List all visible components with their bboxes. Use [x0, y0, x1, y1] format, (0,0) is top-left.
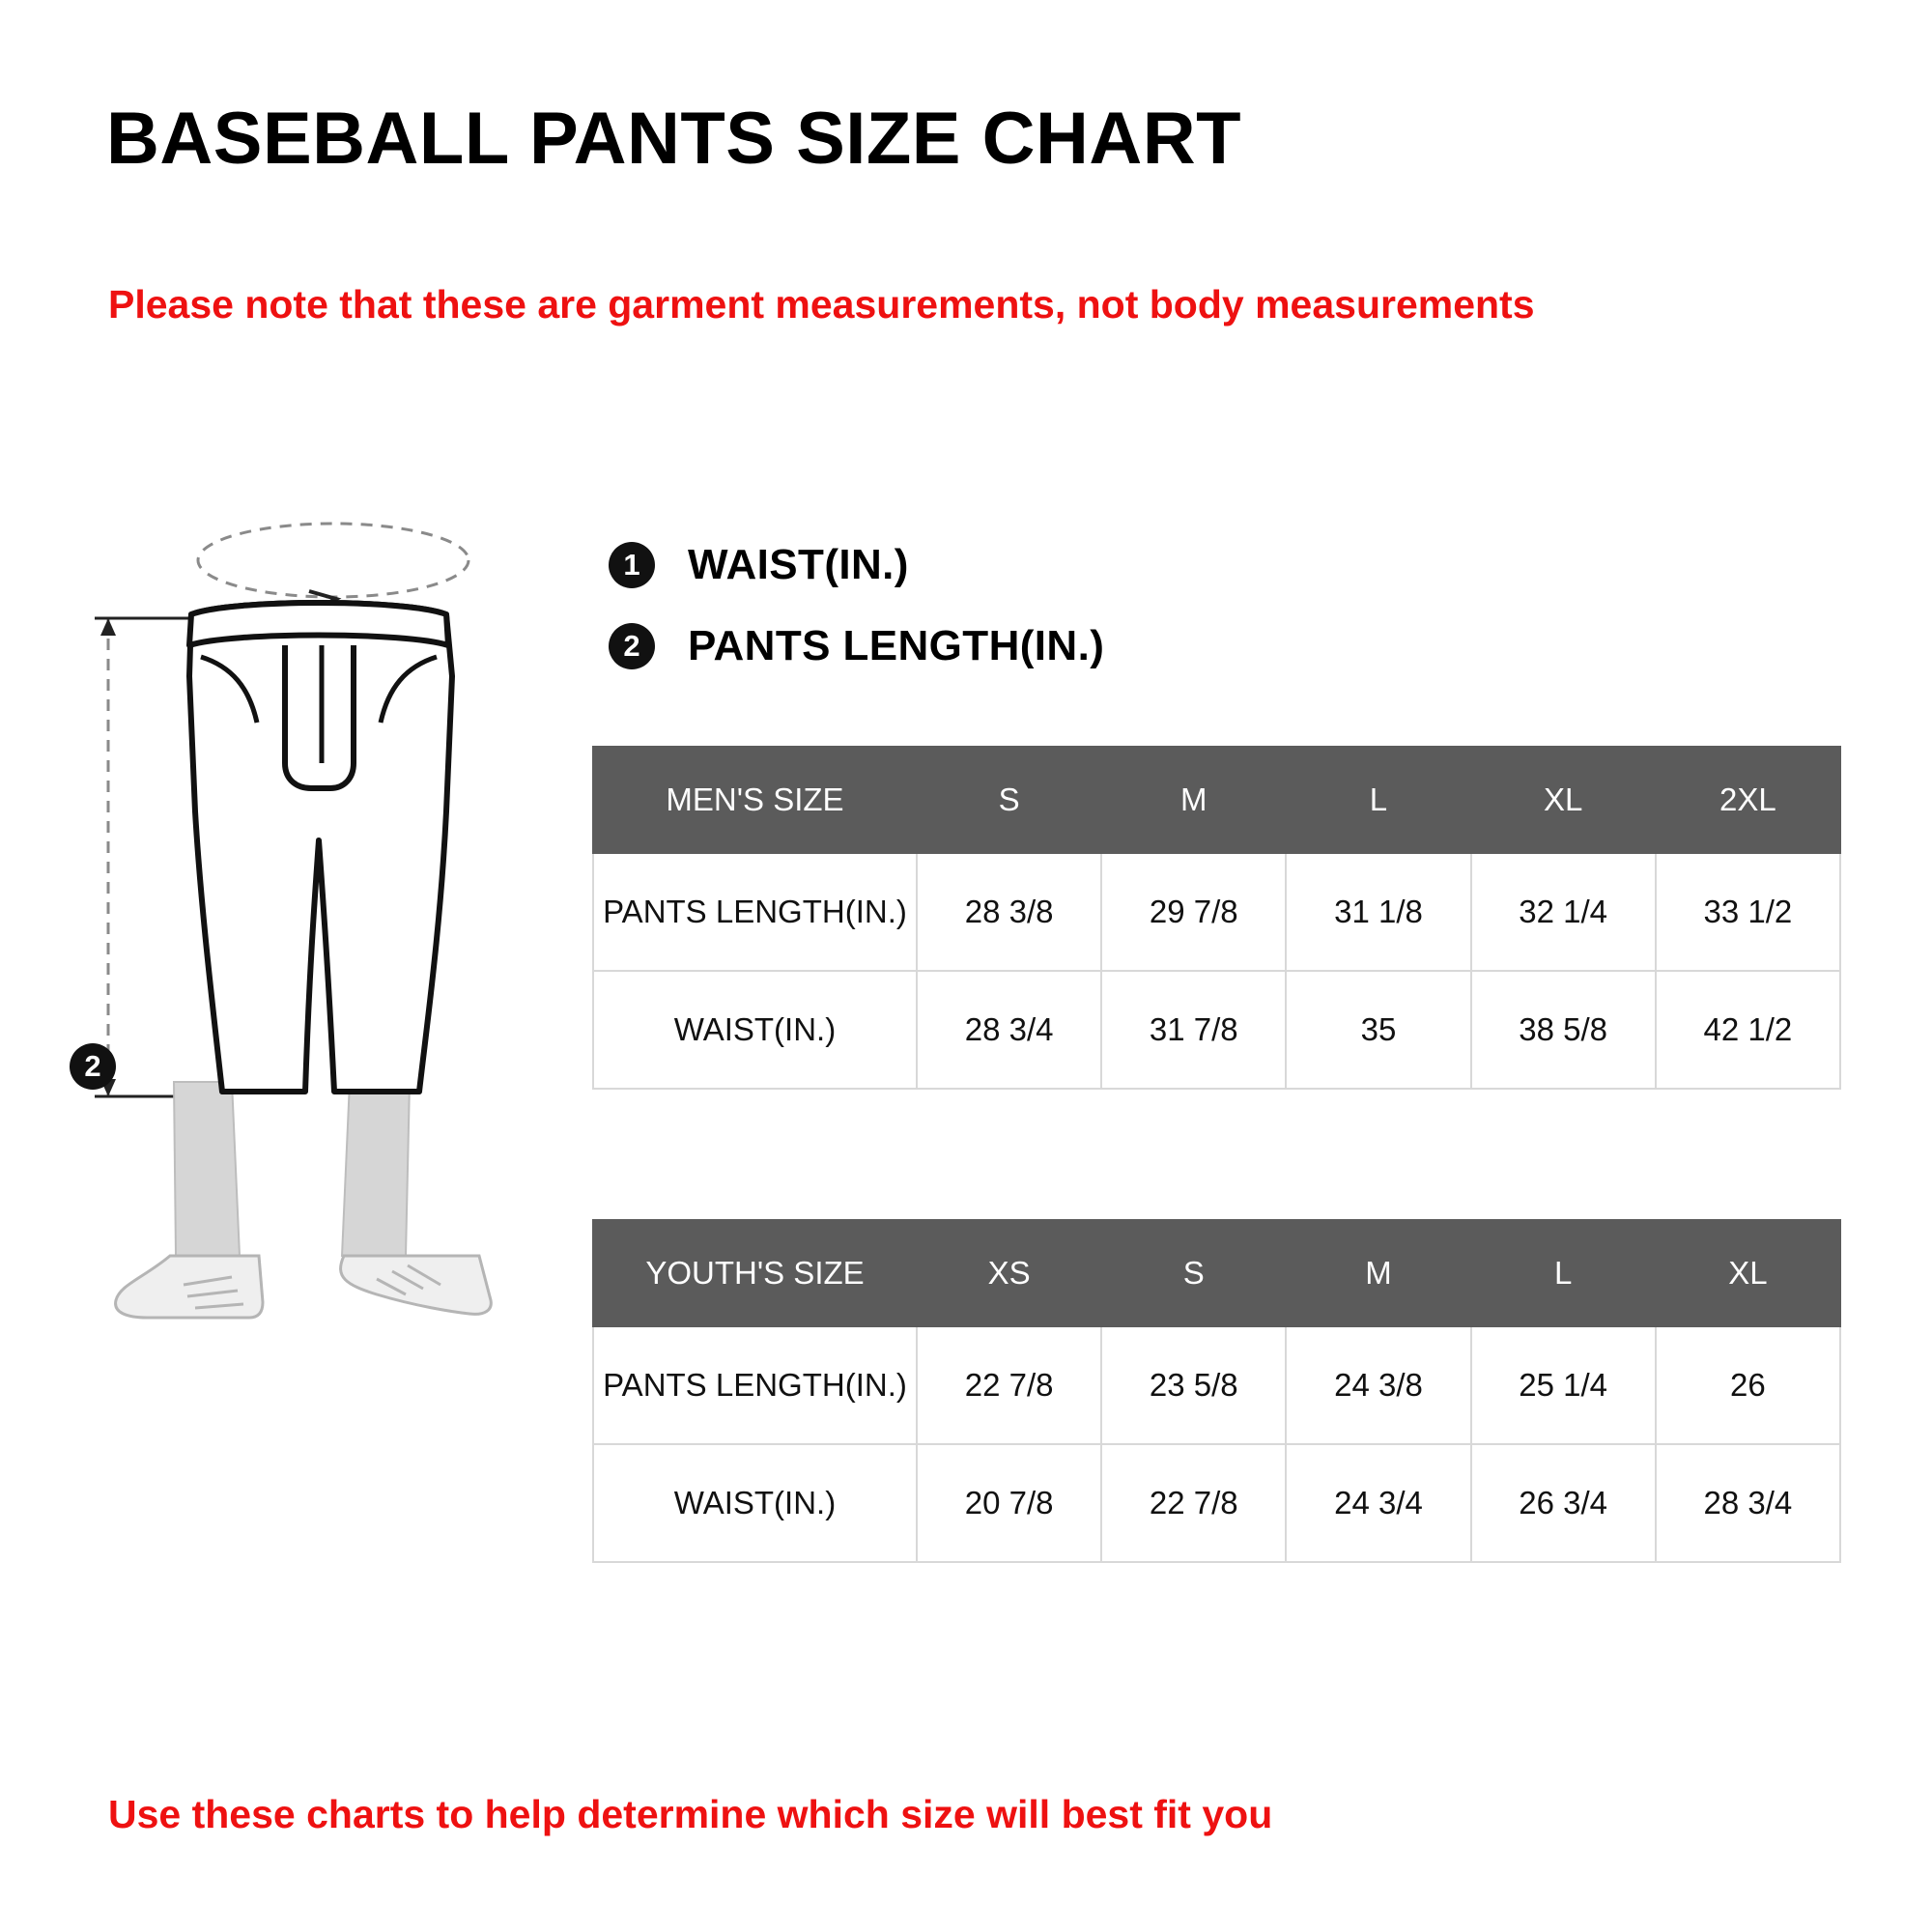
mens-row-label-waist: WAIST(IN.): [593, 971, 917, 1089]
youths-col-m: M: [1286, 1220, 1470, 1326]
youths-pants-length-xs: 22 7/8: [917, 1326, 1101, 1444]
table-row: [593, 1326, 1840, 1444]
youths-size-header: YOUTH'S SIZE: [593, 1220, 917, 1326]
pants-diagram-svg: [87, 522, 609, 1323]
youths-waist-m: 24 3/4: [1286, 1444, 1470, 1562]
legend-label-waist: WAIST(IN.): [688, 541, 909, 588]
mens-waist-xl: 38 5/8: [1471, 971, 1656, 1089]
mens-row-label-pants-length: PANTS LENGTH(IN.): [593, 853, 917, 971]
youths-row-label-pants-length: PANTS LENGTH(IN.): [593, 1326, 917, 1444]
legend-item-pants-length: [609, 622, 1104, 670]
mens-col-l: L: [1286, 747, 1470, 853]
mens-waist-m: 31 7/8: [1101, 971, 1286, 1089]
mens-pants-length-l: 31 1/8: [1286, 853, 1470, 971]
youths-pants-length-xl: 26: [1656, 1326, 1840, 1444]
youths-pants-length-l: 25 1/4: [1471, 1326, 1656, 1444]
mens-col-s: S: [917, 747, 1101, 853]
mens-pants-length-2xl: 33 1/2: [1656, 853, 1840, 971]
mens-col-m: M: [1101, 747, 1286, 853]
mens-pants-length-xl: 32 1/4: [1471, 853, 1656, 971]
table-header-row: [593, 747, 1840, 853]
mens-waist-l: 35: [1286, 971, 1470, 1089]
table-header-row: [593, 1220, 1840, 1326]
youths-col-l: L: [1471, 1220, 1656, 1326]
youths-waist-xl: 28 3/4: [1656, 1444, 1840, 1562]
table-row: [593, 1444, 1840, 1562]
table-row: [593, 853, 1840, 971]
mens-col-xl: XL: [1471, 747, 1656, 853]
mens-size-table: [592, 746, 1841, 1090]
table-row: [593, 971, 1840, 1089]
mens-size-header: MEN'S SIZE: [593, 747, 917, 853]
youths-pants-length-m: 24 3/8: [1286, 1326, 1470, 1444]
youths-row-label-waist: WAIST(IN.): [593, 1444, 917, 1562]
youths-waist-l: 26 3/4: [1471, 1444, 1656, 1562]
youths-col-s: S: [1101, 1220, 1286, 1326]
badge-two-icon: 2: [609, 623, 655, 669]
mens-pants-length-m: 29 7/8: [1101, 853, 1286, 971]
footer-note: Use these charts to help determine which size will best fit you: [108, 1792, 1273, 1836]
mens-pants-length-s: 28 3/8: [917, 853, 1101, 971]
mens-waist-2xl: 42 1/2: [1656, 971, 1840, 1089]
mens-col-2xl: 2XL: [1656, 747, 1840, 853]
badge-one-icon: 1: [609, 542, 655, 588]
youths-col-xs: XS: [917, 1220, 1101, 1326]
mens-waist-s: 28 3/4: [917, 971, 1101, 1089]
legend-item-waist: [609, 541, 1104, 589]
measurement-note: Please note that these are garment measurements, not body measurements: [108, 282, 1535, 327]
youths-waist-xs: 20 7/8: [917, 1444, 1101, 1562]
youths-size-table: [592, 1219, 1841, 1563]
youths-pants-length-s: 23 5/8: [1101, 1326, 1286, 1444]
badge-two-diagram-icon: 2: [70, 1043, 116, 1090]
pants-illustration: [87, 522, 609, 1323]
youths-waist-s: 22 7/8: [1101, 1444, 1286, 1562]
youths-col-xl: XL: [1656, 1220, 1840, 1326]
page-title: BASEBALL PANTS SIZE CHART: [106, 98, 1242, 180]
legend-label-pants-length: PANTS LENGTH(IN.): [688, 622, 1105, 669]
legend: [609, 541, 1104, 703]
